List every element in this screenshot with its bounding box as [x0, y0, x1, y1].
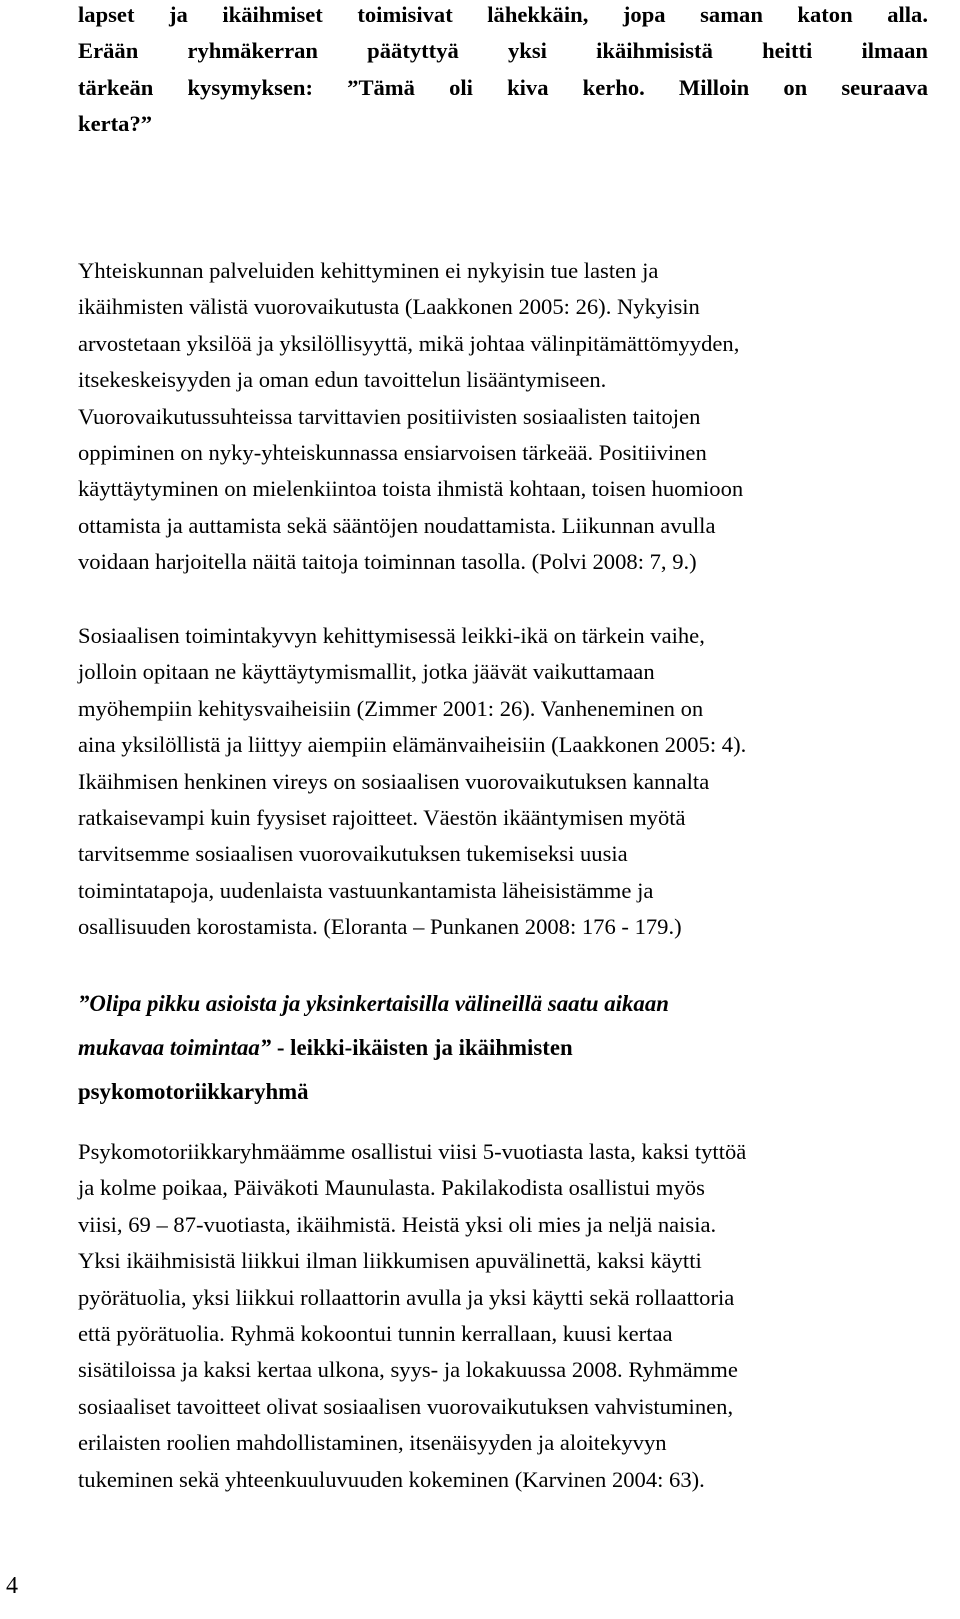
- intro-line: Erään ryhmäkerran päätyttyä yksi ikäihmisistä heitti ilmaan: [78, 38, 928, 64]
- text-line: ikäihmisten välistä vuorovaikutusta (Laakkonen 2005: 26). Nykyisin: [78, 294, 700, 320]
- page-number: 4: [6, 1573, 18, 1599]
- text-line: tarvitsemme sosiaalisen vuorovaikutuksen tukemiseksi uusia: [78, 841, 628, 867]
- text-line: toimintatapoja, uudenlaista vastuunkantamista läheisistämme ja: [78, 877, 654, 903]
- text-line: aina yksilöllistä ja liittyy aiempiin elämänvaiheisiin (Laakkonen 2005: 4).: [78, 732, 747, 758]
- text-line: erilaisten roolien mahdollistaminen, itsenäisyyden ja aloitekyvyn: [78, 1430, 667, 1456]
- intro-paragraph: [78, 0, 928, 143]
- paragraph-group-description: [78, 1134, 928, 1498]
- paragraph-services: [78, 253, 928, 581]
- text-line: sosiaaliset tavoitteet olivat sosiaalisen vuorovaikutuksen vahvistuminen,: [78, 1393, 734, 1419]
- text-line: Yhteiskunnan palveluiden kehittyminen ei nykyisin tue lasten ja: [78, 258, 659, 283]
- text-line: myöhempiin kehitysvaiheisiin (Zimmer 2001: 26). Vanheneminen on: [78, 695, 704, 721]
- text-line: sisätiloissa ja kaksi kertaa ulkona, syys- ja lokakuussa 2008. Ryhmämme: [78, 1357, 738, 1383]
- text-line: pyörätuolia, yksi liikkui rollaattorin avulla ja yksi käytti sekä rollaattoria: [78, 1284, 735, 1310]
- paragraph-social-function: [78, 618, 928, 946]
- text-line: Ikäihmisen henkinen vireys on sosiaalisen vuorovaikutuksen kannalta: [78, 768, 710, 794]
- text-line: Sosiaalisen toimintakyvyn kehittymisessä leikki-ikä on tärkein vaihe,: [78, 623, 705, 648]
- text-line: käyttäytyminen on mielenkiintoa toista ihmistä kohtaan, toisen huomioon: [78, 476, 744, 502]
- text-line: Vuorovaikutussuhteissa tarvittavien positiivisten sosiaalisten taitojen: [78, 403, 701, 429]
- text-line: arvostetaan yksilöä ja yksilöllisyyttä, mikä johtaa välinpitämättömyyden,: [78, 330, 740, 356]
- intro-line: lapset ja ikäihmiset toimisivat lähekkäin, jopa saman katon alla.: [78, 2, 928, 27]
- text-line: tukeminen sekä yhteenkuuluvuuden kokeminen (Karvinen 2004: 63).: [78, 1466, 705, 1492]
- heading-line: psykomotoriikkaryhmä: [78, 1079, 309, 1104]
- text-line: ja kolme poikaa, Päiväkoti Maunulasta. Pakilakodista osallistui myös: [78, 1175, 705, 1201]
- section-heading: [78, 982, 928, 1114]
- text-line: osallisuuden korostamista. (Eloranta – Punkanen 2008: 176 - 179.): [78, 914, 682, 940]
- heading-subtitle: - leikki-ikäisten ja ikäihmisten: [271, 1035, 573, 1060]
- text-line: jolloin opitaan ne käyttäytymismallit, jotka jäävät vaikuttamaan: [78, 659, 655, 685]
- heading-line: [78, 982, 928, 1026]
- text-line: voidaan harjoitella näitä taitoja toiminnan tasolla. (Polvi 2008: 7, 9.): [78, 549, 697, 575]
- heading-line: [78, 1026, 928, 1070]
- text-line: oppiminen on nyky-yhteiskunnassa ensiarvoisen tärkeää. Positiivinen: [78, 440, 707, 466]
- intro-line: kerta?”: [78, 111, 153, 137]
- intro-line: tärkeän kysymyksen: ”Tämä oli kiva kerho. Milloin on seuraava: [78, 74, 928, 100]
- text-line: Psykomotoriikkaryhmäämme osallistui viisi 5-vuotiasta lasta, kaksi tyttöä: [78, 1139, 747, 1164]
- text-line: ottamista ja auttamista sekä sääntöjen noudattamista. Liikunnan avulla: [78, 512, 716, 538]
- text-line: Yksi ikäihmisistä liikkui ilman liikkumisen apuvälinettä, kaksi käytti: [78, 1248, 702, 1274]
- text-line: viisi, 69 – 87-vuotiasta, ikäihmistä. Heistä yksi oli mies ja neljä naisia.: [78, 1211, 717, 1237]
- heading-italic-title: ”Olipa pikku asioista ja yksinkertaisilla välineillä saatu aikaan: [78, 991, 669, 1016]
- heading-italic-title-end: mukavaa toimintaa”: [78, 1035, 272, 1060]
- text-line: itsekeskeisyyden ja oman edun tavoittelun lisääntymiseen.: [78, 367, 607, 393]
- text-line: ratkaisevampi kuin fyysiset rajoitteet. Väestön ikääntymisen myötä: [78, 805, 686, 831]
- text-line: että pyörätuolia. Ryhmä kokoontui tunnin kerrallaan, kuusi kertaa: [78, 1321, 673, 1347]
